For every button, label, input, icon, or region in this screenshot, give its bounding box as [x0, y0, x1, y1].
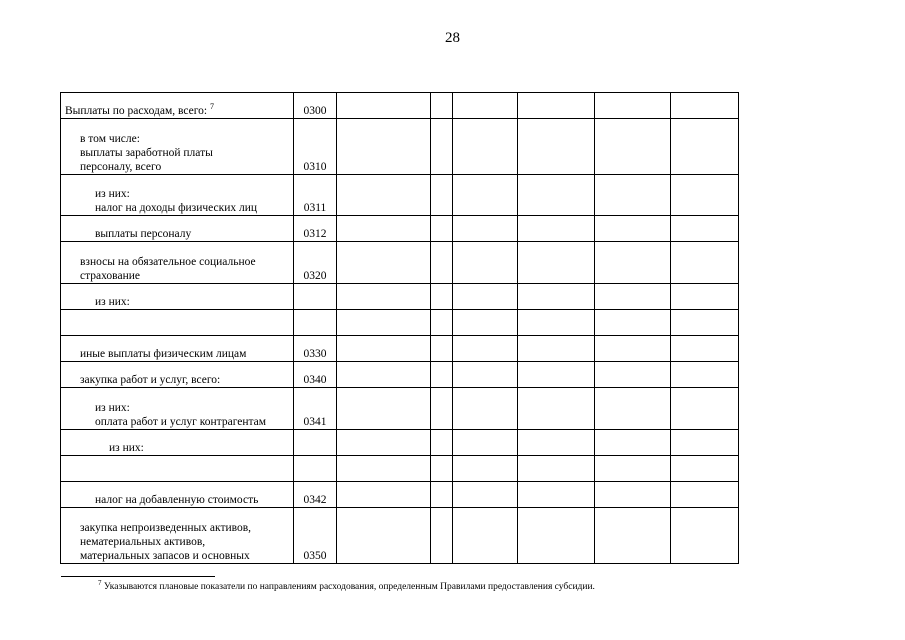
row-label-text: выплаты персоналу — [95, 228, 192, 240]
value-cell — [518, 362, 595, 388]
value-cell — [671, 310, 739, 336]
row-code: 0311 — [294, 175, 337, 216]
row-label — [61, 388, 294, 430]
table-row — [61, 216, 739, 242]
value-cell — [595, 430, 671, 456]
table-row — [61, 430, 739, 456]
value-cell — [671, 175, 739, 216]
row-label-text: из них: налог на доходы физических лиц — [95, 188, 258, 214]
value-cell — [453, 336, 518, 362]
row-code — [294, 284, 337, 310]
footnote-text: Указываются плановые показатели по направлениям расходования, определенным Правилами предоставления субсидии. — [103, 582, 595, 592]
row-label — [61, 362, 294, 388]
row-label-text: из них: оплата работ и услуг контрагентам — [95, 402, 267, 428]
value-cell — [518, 284, 595, 310]
value-cell — [337, 242, 431, 284]
row-code: 0330 — [294, 336, 337, 362]
value-cell — [671, 430, 739, 456]
value-cell — [337, 362, 431, 388]
row-label-text: из них: — [95, 296, 130, 308]
table-row — [61, 388, 739, 430]
value-cell — [595, 284, 671, 310]
value-cell — [453, 362, 518, 388]
value-cell — [431, 242, 453, 284]
value-cell — [453, 216, 518, 242]
row-label — [61, 216, 294, 242]
value-cell — [518, 430, 595, 456]
value-cell — [518, 482, 595, 508]
row-label — [61, 93, 294, 119]
value-cell — [595, 175, 671, 216]
row-label — [61, 175, 294, 216]
value-cell — [431, 336, 453, 362]
table-row — [61, 362, 739, 388]
row-code — [294, 310, 337, 336]
value-cell — [453, 119, 518, 175]
value-cell — [453, 508, 518, 564]
value-cell — [671, 93, 739, 119]
value-cell — [431, 362, 453, 388]
row-code: 0312 — [294, 216, 337, 242]
value-cell — [431, 482, 453, 508]
table-row — [61, 242, 739, 284]
value-cell — [431, 284, 453, 310]
value-cell — [337, 310, 431, 336]
row-label-text: из них: — [109, 442, 144, 454]
value-cell — [518, 93, 595, 119]
table-row — [61, 336, 739, 362]
value-cell — [453, 456, 518, 482]
footnote — [98, 579, 595, 592]
value-cell — [595, 119, 671, 175]
row-label-text: закупка работ и услуг, всего: — [80, 374, 221, 386]
table-row — [61, 175, 739, 216]
value-cell — [453, 93, 518, 119]
table-row — [61, 482, 739, 508]
value-cell — [671, 388, 739, 430]
value-cell — [671, 336, 739, 362]
value-cell — [518, 456, 595, 482]
table-row — [61, 284, 739, 310]
row-code: 0340 — [294, 362, 337, 388]
table-row — [61, 310, 739, 336]
value-cell — [453, 175, 518, 216]
value-cell — [337, 482, 431, 508]
row-label-text: налог на добавленную стоимость — [95, 494, 259, 506]
row-label — [61, 508, 294, 564]
value-cell — [671, 242, 739, 284]
value-cell — [453, 284, 518, 310]
value-cell — [431, 216, 453, 242]
value-cell — [518, 508, 595, 564]
value-cell — [671, 216, 739, 242]
row-label-text: в том числе: выплаты заработной платы персоналу, всего — [80, 133, 213, 173]
value-cell — [337, 119, 431, 175]
value-cell — [595, 362, 671, 388]
row-code — [294, 430, 337, 456]
table-body — [61, 93, 739, 564]
value-cell — [453, 430, 518, 456]
row-label-text: взносы на обязательное социальное страхование — [80, 256, 256, 282]
row-code: 0310 — [294, 119, 337, 175]
table-row — [61, 508, 739, 564]
value-cell — [431, 508, 453, 564]
value-cell — [431, 175, 453, 216]
row-label-text: закупка непроизведенных активов, нематериальных активов, материальных запасов и основных — [80, 522, 252, 562]
table-row — [61, 119, 739, 175]
value-cell — [337, 175, 431, 216]
value-cell — [431, 456, 453, 482]
value-cell — [431, 310, 453, 336]
value-cell — [453, 482, 518, 508]
value-cell — [431, 93, 453, 119]
value-cell — [337, 430, 431, 456]
row-label-text: Выплаты по расходам, всего: — [65, 105, 208, 117]
value-cell — [595, 508, 671, 564]
row-label — [61, 242, 294, 284]
value-cell — [431, 119, 453, 175]
row-code: 0350 — [294, 508, 337, 564]
row-label — [61, 284, 294, 310]
value-cell — [518, 216, 595, 242]
value-cell — [595, 336, 671, 362]
row-code: 0341 — [294, 388, 337, 430]
row-label — [61, 430, 294, 456]
row-label — [61, 336, 294, 362]
value-cell — [337, 93, 431, 119]
footnote-ref: 7 — [210, 102, 214, 111]
value-cell — [595, 456, 671, 482]
value-cell — [518, 175, 595, 216]
value-cell — [431, 388, 453, 430]
value-cell — [337, 508, 431, 564]
page-number: 28 — [445, 30, 460, 46]
value-cell — [337, 336, 431, 362]
row-code — [294, 456, 337, 482]
value-cell — [595, 242, 671, 284]
value-cell — [595, 216, 671, 242]
row-label — [61, 310, 294, 336]
table-row — [61, 456, 739, 482]
value-cell — [453, 388, 518, 430]
row-code: 0300 — [294, 93, 337, 119]
row-code: 0342 — [294, 482, 337, 508]
row-label-text: иные выплаты физическим лицам — [80, 348, 247, 360]
row-code: 0320 — [294, 242, 337, 284]
row-label — [61, 119, 294, 175]
value-cell — [595, 93, 671, 119]
value-cell — [518, 310, 595, 336]
expenditure-table — [60, 92, 739, 564]
value-cell — [671, 119, 739, 175]
value-cell — [671, 456, 739, 482]
value-cell — [518, 242, 595, 284]
row-label — [61, 482, 294, 508]
value-cell — [671, 508, 739, 564]
value-cell — [337, 284, 431, 310]
value-cell — [518, 119, 595, 175]
value-cell — [595, 482, 671, 508]
value-cell — [518, 388, 595, 430]
value-cell — [595, 388, 671, 430]
value-cell — [431, 430, 453, 456]
value-cell — [518, 336, 595, 362]
footnote-separator — [61, 576, 215, 577]
table-row — [61, 93, 739, 119]
value-cell — [671, 482, 739, 508]
value-cell — [595, 310, 671, 336]
value-cell — [671, 362, 739, 388]
value-cell — [671, 284, 739, 310]
row-label — [61, 456, 294, 482]
value-cell — [453, 242, 518, 284]
footnote-ref: 7 — [98, 579, 102, 587]
value-cell — [453, 310, 518, 336]
value-cell — [337, 388, 431, 430]
value-cell — [337, 216, 431, 242]
value-cell — [337, 456, 431, 482]
